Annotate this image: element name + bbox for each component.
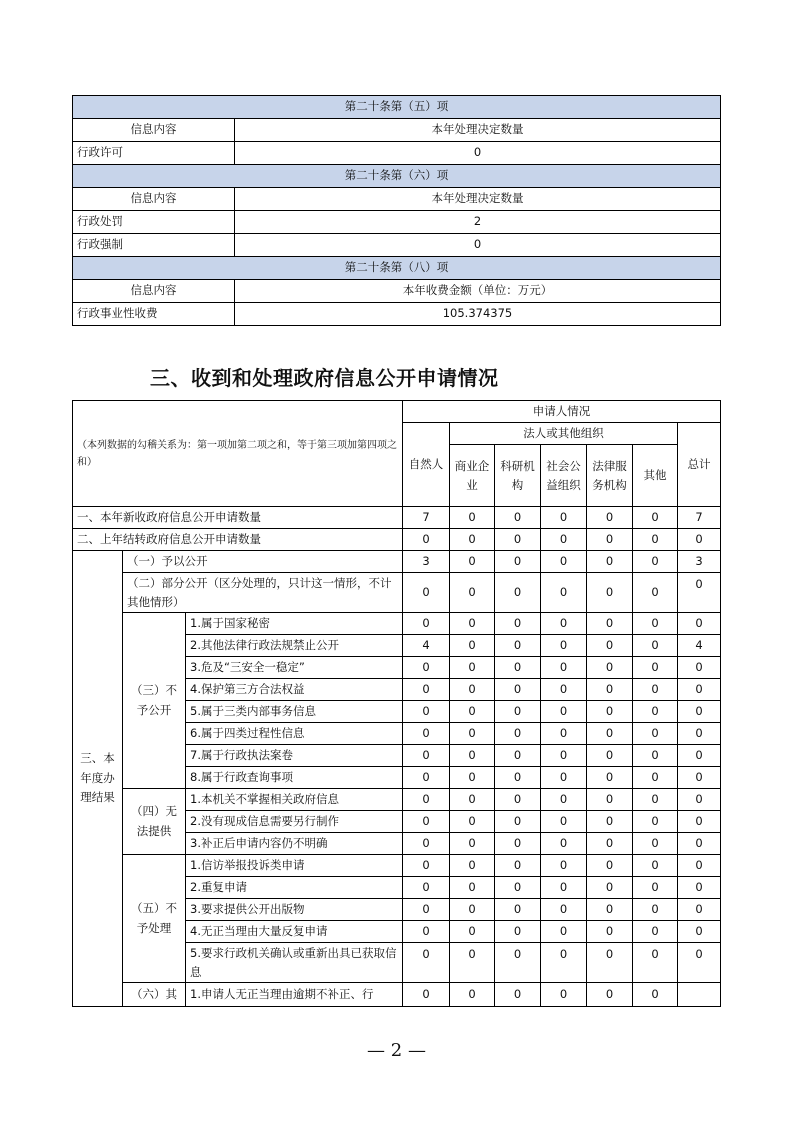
value-cell: 0 <box>587 529 633 551</box>
value-cell: 0 <box>495 983 541 1007</box>
value-cell: 0 <box>450 767 495 789</box>
value-cell: 0 <box>450 529 495 551</box>
value-cell: 0 <box>403 767 450 789</box>
table-row <box>73 211 721 234</box>
row-label: 2.没有现成信息需要另行制作 <box>186 811 403 833</box>
value-cell: 0 <box>633 551 678 573</box>
value-cell: 0 <box>678 745 721 767</box>
value-cell: 0 <box>450 613 495 635</box>
value-cell: 0 <box>495 899 541 921</box>
value-cell: 0 <box>450 877 495 899</box>
value-cell: 0 <box>541 855 587 877</box>
value-cell: 0 <box>450 745 495 767</box>
value-cell: 0 <box>450 833 495 855</box>
section-title: 第二十条第（八）项 <box>73 257 721 280</box>
row-label: （二）部分公开（区分处理的，只计这一情形，不计其他情形） <box>123 573 403 613</box>
value-cell: 0 <box>633 789 678 811</box>
value-cell: 0 <box>587 551 633 573</box>
header-value: 本年处理决定数量 <box>235 119 721 142</box>
table-row <box>73 507 721 529</box>
value-cell: 0 <box>587 679 633 701</box>
value-cell: 0 <box>678 701 721 723</box>
row-label: 一、本年新收政府信息公开申请数量 <box>73 507 403 529</box>
social-header: 社会公益组织 <box>541 445 587 507</box>
value-cell: 0 <box>495 551 541 573</box>
value-cell: 0 <box>495 767 541 789</box>
value-cell: 0 <box>541 877 587 899</box>
value-cell: 0 <box>403 657 450 679</box>
value-cell: 0 <box>450 811 495 833</box>
value-cell: 0 <box>587 613 633 635</box>
value-cell: 0 <box>495 701 541 723</box>
row-value: 0 <box>235 142 721 165</box>
value-cell: 0 <box>450 943 495 983</box>
value-cell: 0 <box>678 767 721 789</box>
natural-person-header: 自然人 <box>403 423 450 507</box>
value-cell: 0 <box>587 789 633 811</box>
subgroup-label: （三）不予公开 <box>123 613 186 789</box>
value-cell: 0 <box>587 507 633 529</box>
table-row <box>73 573 721 613</box>
value-cell: 0 <box>587 943 633 983</box>
table-row <box>73 529 721 551</box>
value-cell: 0 <box>541 983 587 1007</box>
table-row <box>73 789 721 811</box>
row-value: 105.374375 <box>235 303 721 326</box>
value-cell: 0 <box>403 701 450 723</box>
value-cell: 0 <box>587 833 633 855</box>
value-cell: 0 <box>450 679 495 701</box>
value-cell: 0 <box>678 657 721 679</box>
row-label: 1.信访举报投诉类申请 <box>186 855 403 877</box>
header-label: 信息内容 <box>73 119 235 142</box>
value-cell: 0 <box>541 573 587 613</box>
value-cell: 0 <box>403 921 450 943</box>
value-cell: 0 <box>633 745 678 767</box>
value-cell: 0 <box>587 921 633 943</box>
value-cell: 0 <box>495 723 541 745</box>
group-label: 三、本年度办理结果 <box>73 551 123 1007</box>
row-label: 5.要求行政机关确认或重新出具已获取信息 <box>186 943 403 983</box>
row-value: 2 <box>235 211 721 234</box>
value-cell: 0 <box>541 723 587 745</box>
row-label: 行政事业性收费 <box>73 303 235 326</box>
value-cell: 3 <box>403 551 450 573</box>
value-cell: 0 <box>495 613 541 635</box>
header-value: 本年收费金额（单位：万元） <box>235 280 721 303</box>
value-cell: 0 <box>587 855 633 877</box>
value-cell: 0 <box>587 635 633 657</box>
value-cell: 0 <box>633 529 678 551</box>
value-cell: 0 <box>633 833 678 855</box>
value-cell: 0 <box>587 657 633 679</box>
value-cell: 0 <box>678 723 721 745</box>
value-cell: 0 <box>403 983 450 1007</box>
row-label: 8.属于行政查询事项 <box>186 767 403 789</box>
value-cell: 0 <box>587 877 633 899</box>
value-cell: 0 <box>633 767 678 789</box>
legal-service-header: 法律服务机构 <box>587 445 633 507</box>
table-row <box>73 613 721 635</box>
subgroup-label: （四）无法提供 <box>123 789 186 855</box>
value-cell: 0 <box>633 855 678 877</box>
row-label: 3.补正后申请内容仍不明确 <box>186 833 403 855</box>
value-cell: 0 <box>495 833 541 855</box>
value-cell: 0 <box>678 921 721 943</box>
value-cell: 0 <box>403 833 450 855</box>
value-cell: 0 <box>678 529 721 551</box>
value-cell: 0 <box>450 723 495 745</box>
value-cell: 0 <box>403 745 450 767</box>
value-cell: 0 <box>403 855 450 877</box>
value-cell: 0 <box>403 723 450 745</box>
value-cell: 0 <box>495 745 541 767</box>
value-cell: 0 <box>633 983 678 1007</box>
value-cell: 0 <box>450 507 495 529</box>
row-label: 5.属于三类内部事务信息 <box>186 701 403 723</box>
value-cell: 0 <box>403 943 450 983</box>
value-cell: 0 <box>678 679 721 701</box>
value-cell: 0 <box>450 855 495 877</box>
table-row <box>73 551 721 573</box>
value-cell: 0 <box>541 899 587 921</box>
value-cell: 0 <box>587 701 633 723</box>
table-row <box>73 303 721 326</box>
value-cell: 0 <box>633 613 678 635</box>
value-cell: 0 <box>678 855 721 877</box>
row-label: 1.本机关不掌握相关政府信息 <box>186 789 403 811</box>
value-cell: 0 <box>403 899 450 921</box>
value-cell: 0 <box>403 679 450 701</box>
subgroup-label: （六）其 <box>123 983 186 1007</box>
value-cell: 0 <box>403 529 450 551</box>
value-cell: 0 <box>495 635 541 657</box>
value-cell: 0 <box>450 789 495 811</box>
value-cell: 0 <box>633 811 678 833</box>
value-cell: 0 <box>541 943 587 983</box>
table-row <box>73 234 721 257</box>
header-value: 本年处理决定数量 <box>235 188 721 211</box>
value-cell: 0 <box>495 877 541 899</box>
value-cell: 0 <box>495 657 541 679</box>
value-cell: 3 <box>678 551 721 573</box>
value-cell <box>678 983 721 1007</box>
note-cell: （本列数据的勾稽关系为：第一项加第二项之和，等于第三项加第四项之和） <box>73 401 403 507</box>
value-cell: 0 <box>633 573 678 613</box>
value-cell: 0 <box>495 679 541 701</box>
value-cell: 0 <box>587 723 633 745</box>
total-header: 总计 <box>678 423 721 507</box>
value-cell: 0 <box>541 745 587 767</box>
value-cell: 0 <box>541 657 587 679</box>
value-cell: 0 <box>541 507 587 529</box>
table-row <box>73 142 721 165</box>
value-cell: 0 <box>633 921 678 943</box>
header-row <box>73 401 721 423</box>
section-heading: 三、收到和处理政府信息公开申请情况 <box>150 366 499 390</box>
value-cell: 0 <box>403 811 450 833</box>
value-cell: 0 <box>541 921 587 943</box>
row-label: 行政许可 <box>73 142 235 165</box>
value-cell: 0 <box>541 529 587 551</box>
value-cell: 0 <box>633 899 678 921</box>
row-value: 0 <box>235 234 721 257</box>
value-cell: 0 <box>450 899 495 921</box>
value-cell: 0 <box>495 789 541 811</box>
section-row <box>73 257 721 280</box>
header-row <box>73 119 721 142</box>
value-cell: 0 <box>495 507 541 529</box>
value-cell: 0 <box>541 767 587 789</box>
header-label: 信息内容 <box>73 280 235 303</box>
header-label: 信息内容 <box>73 188 235 211</box>
value-cell: 7 <box>678 507 721 529</box>
value-cell: 0 <box>541 833 587 855</box>
row-label: 2.其他法律行政法规禁止公开 <box>186 635 403 657</box>
research-header: 科研机构 <box>495 445 541 507</box>
value-cell: 0 <box>678 789 721 811</box>
value-cell: 0 <box>587 745 633 767</box>
value-cell: 0 <box>403 613 450 635</box>
value-cell: 0 <box>633 507 678 529</box>
value-cell: 0 <box>678 811 721 833</box>
value-cell: 0 <box>678 943 721 983</box>
value-cell: 0 <box>633 723 678 745</box>
row-label: 行政强制 <box>73 234 235 257</box>
value-cell: 0 <box>495 573 541 613</box>
value-cell: 0 <box>541 635 587 657</box>
row-label: 行政处罚 <box>73 211 235 234</box>
value-cell: 0 <box>541 613 587 635</box>
value-cell: 0 <box>495 921 541 943</box>
value-cell: 0 <box>541 701 587 723</box>
row-label: 二、上年结转政府信息公开申请数量 <box>73 529 403 551</box>
value-cell: 0 <box>450 657 495 679</box>
applicant-header: 申请人情况 <box>403 401 721 423</box>
value-cell: 0 <box>587 899 633 921</box>
row-label: （一）予以公开 <box>123 551 403 573</box>
row-label: 3.要求提供公开出版物 <box>186 899 403 921</box>
business-header: 商业企业 <box>450 445 495 507</box>
value-cell: 0 <box>403 573 450 613</box>
value-cell: 0 <box>633 635 678 657</box>
value-cell: 0 <box>450 551 495 573</box>
value-cell: 0 <box>633 657 678 679</box>
value-cell: 0 <box>403 877 450 899</box>
page-number: — 2 — <box>367 1040 426 1061</box>
row-label: 7.属于行政执法案卷 <box>186 745 403 767</box>
table-row <box>73 855 721 877</box>
row-label: 1.申请人无正当理由逾期不补正、行 <box>186 983 403 1007</box>
section-row <box>73 165 721 188</box>
other-header: 其他 <box>633 445 678 507</box>
value-cell: 0 <box>678 833 721 855</box>
value-cell: 4 <box>403 635 450 657</box>
value-cell: 0 <box>633 701 678 723</box>
value-cell: 0 <box>678 899 721 921</box>
value-cell: 0 <box>495 811 541 833</box>
value-cell: 7 <box>403 507 450 529</box>
value-cell: 0 <box>541 811 587 833</box>
value-cell: 0 <box>495 529 541 551</box>
subgroup-label: （五）不予处理 <box>123 855 186 983</box>
value-cell: 0 <box>450 573 495 613</box>
value-cell: 0 <box>587 767 633 789</box>
row-label: 1.属于国家秘密 <box>186 613 403 635</box>
header-row <box>73 188 721 211</box>
value-cell: 0 <box>587 573 633 613</box>
section-title: 第二十条第（六）项 <box>73 165 721 188</box>
value-cell: 0 <box>587 811 633 833</box>
section-title: 第二十条第（五）项 <box>73 96 721 119</box>
disclosure-summary-table <box>72 95 721 326</box>
value-cell: 0 <box>541 679 587 701</box>
legal-persons-header: 法人或其他组织 <box>450 423 678 445</box>
row-label: 4.保护第三方合法权益 <box>186 679 403 701</box>
value-cell: 0 <box>495 855 541 877</box>
value-cell: 0 <box>678 877 721 899</box>
value-cell: 0 <box>633 679 678 701</box>
value-cell: 0 <box>450 921 495 943</box>
header-row <box>73 280 721 303</box>
value-cell: 0 <box>541 551 587 573</box>
row-label: 2.重复申请 <box>186 877 403 899</box>
value-cell: 0 <box>678 613 721 635</box>
value-cell: 0 <box>495 943 541 983</box>
row-label: 6.属于四类过程性信息 <box>186 723 403 745</box>
value-cell: 0 <box>450 983 495 1007</box>
value-cell: 0 <box>633 943 678 983</box>
value-cell: 0 <box>541 789 587 811</box>
section-row <box>73 96 721 119</box>
value-cell: 0 <box>450 701 495 723</box>
application-stats-table <box>72 400 721 1007</box>
value-cell: 0 <box>450 635 495 657</box>
value-cell: 0 <box>403 789 450 811</box>
value-cell: 0 <box>633 877 678 899</box>
value-cell: 0 <box>678 573 721 613</box>
table-row <box>73 983 721 1007</box>
row-label: 4.无正当理由大量反复申请 <box>186 921 403 943</box>
row-label: 3.危及“三安全一稳定” <box>186 657 403 679</box>
value-cell: 0 <box>587 983 633 1007</box>
value-cell: 4 <box>678 635 721 657</box>
